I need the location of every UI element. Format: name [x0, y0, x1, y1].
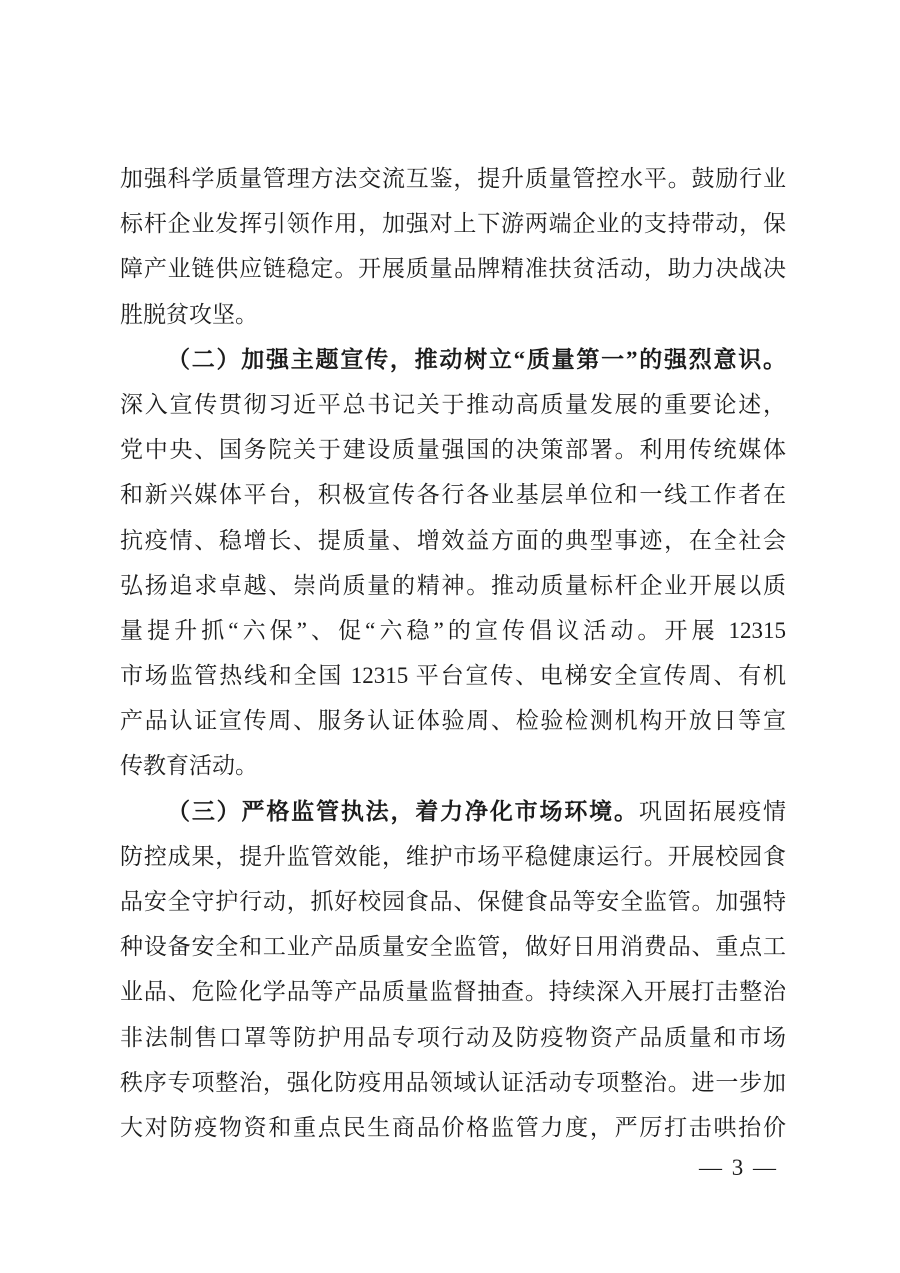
- text-line: [120, 246, 786, 291]
- text-line: [120, 1060, 786, 1105]
- text-line: [120, 337, 786, 382]
- text-segment: 品安全守护行动，抓好校园食品、保健食品等安全监管。加强特: [120, 889, 786, 914]
- text-line: [120, 201, 786, 246]
- text-line: [120, 608, 786, 653]
- text-line: [120, 1105, 786, 1150]
- text-line: [120, 427, 786, 472]
- text-line: [120, 1015, 786, 1060]
- text-line: [120, 563, 786, 608]
- document-body: [120, 156, 786, 1150]
- text-segment: 防控成果，提升监管效能，维护市场平稳健康运行。开展校园食: [120, 843, 786, 869]
- page-number: — 3 —: [699, 1155, 778, 1180]
- text-segment: 量提升抓“六保”、促“六稳”的宣传倡议活动。开展 12315: [120, 617, 786, 643]
- text-line: [120, 924, 786, 969]
- text-segment: 市场监管热线和全国 12315 平台宣传、电梯安全宣传周、有机: [120, 663, 786, 689]
- bold-text-segment: （三）严格监管执法，着力净化市场环境。: [167, 798, 639, 824]
- text-line: [120, 743, 786, 788]
- text-segment: 抗疫情、稳增长、提质量、增效益方面的典型事迹，在全社会: [120, 527, 786, 553]
- text-line: [120, 518, 786, 563]
- text-segment: 和新兴媒体平台，积极宣传各行各业基层单位和一线工作者在: [120, 482, 786, 508]
- text-segment: 弘扬追求卓越、崇尚质量的精神。推动质量标杆企业开展以质: [120, 572, 786, 598]
- text-segment: 加强科学质量管理方法交流互鉴，提升质量管控水平。鼓励行业: [120, 166, 786, 191]
- text-segment: 巩固拓展疫情: [638, 798, 786, 824]
- text-segment: 传教育活动。: [120, 753, 258, 779]
- text-line: [120, 969, 786, 1014]
- text-line: [120, 698, 786, 743]
- text-line: [120, 292, 786, 337]
- text-segment: 大对防疫物资和重点民生商品价格监管力度，严厉打击哄抬价: [120, 1114, 786, 1140]
- text-line: [120, 653, 786, 698]
- text-segment: 产品认证宣传周、服务认证体验周、检验检测机构开放日等宣: [120, 708, 786, 734]
- text-segment: 秩序专项整治，强化防疫用品领域认证活动专项整治。进一步加: [120, 1069, 786, 1095]
- text-line: [120, 156, 786, 201]
- text-line: [120, 382, 786, 427]
- bold-text-segment: （二）加强主题宣传，推动树立“质量第一”的强烈意识。: [167, 346, 786, 372]
- text-line: [120, 879, 786, 924]
- text-segment: 种设备安全和工业产品质量安全监管，做好日用消费品、重点工: [120, 934, 786, 960]
- text-line: [120, 834, 786, 879]
- text-segment: 业品、危险化学品等产品质量监督抽查。持续深入开展打击整治: [120, 979, 786, 1005]
- text-segment: 标杆企业发挥引领作用，加强对上下游两端企业的支持带动，保: [120, 211, 786, 237]
- text-segment: 胜脱贫攻坚。: [120, 301, 258, 327]
- text-line: [120, 789, 786, 834]
- text-line: [120, 472, 786, 517]
- text-segment: 障产业链供应链稳定。开展质量品牌精准扶贫活动，助力决战决: [120, 256, 786, 282]
- text-segment: 非法制售口罩等防护用品专项行动及防疫物资产品质量和市场: [120, 1024, 786, 1050]
- text-segment: 党中央、国务院关于建设质量强国的决策部署。利用传统媒体: [120, 437, 786, 463]
- text-segment: 深入宣传贯彻习近平总书记关于推动高质量发展的重要论述，: [120, 391, 786, 417]
